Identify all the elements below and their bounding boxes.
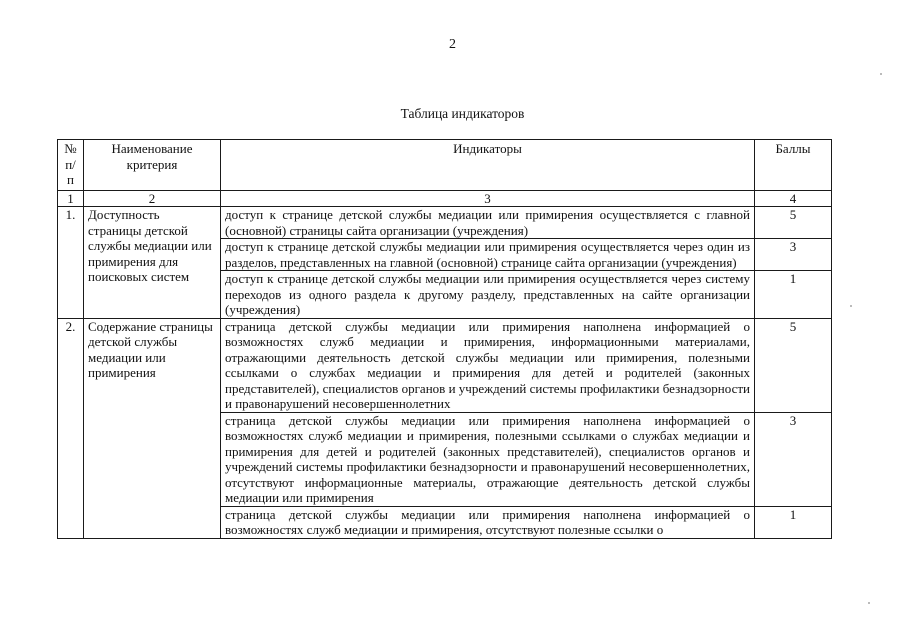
criterion-number: 2. bbox=[58, 318, 84, 538]
indicator-score: 3 bbox=[755, 239, 832, 271]
scan-speck bbox=[868, 602, 870, 604]
column-numbering-row bbox=[58, 190, 832, 207]
table-row bbox=[58, 318, 832, 412]
criterion-number: 1. bbox=[58, 207, 84, 319]
header-num: № п/п bbox=[58, 140, 84, 191]
header-score: Баллы bbox=[755, 140, 832, 191]
column-number: 3 bbox=[221, 190, 755, 207]
indicator-text: страница детской службы медиации или примирения наполнена информацией о возможностях служб медиации и примирения, полезными ссылками о службах медиации и примирения для детей и родителей (законных представителей), специалистов органов и учреждений системы профилактики безнадзорности и правонарушений несовершеннолетних, отсутствуют информационные материалы, отражающие деятельность детской службы медиации или примирения bbox=[221, 412, 755, 506]
page-number: 2 bbox=[449, 37, 456, 52]
indicator-text: доступ к странице детской службы медиации или примирения осуществляется с главной (основной) страницы сайта организации (учреждения) bbox=[221, 207, 755, 239]
indicator-score: 1 bbox=[755, 506, 832, 538]
indicator-text: страница детской службы медиации или примирения наполнена информацией о возможностях служб медиации и примирения, отсутствуют полезные ссылки о bbox=[221, 506, 755, 538]
indicator-score: 1 bbox=[755, 271, 832, 319]
indicator-score: 5 bbox=[755, 207, 832, 239]
table-row bbox=[58, 207, 832, 239]
table-header-row bbox=[58, 140, 832, 191]
header-name: Наименование критерия bbox=[84, 140, 221, 191]
scan-speck bbox=[850, 305, 852, 307]
criterion-name: Содержание страницы детской службы медиации или примирения bbox=[84, 318, 221, 538]
scan-speck bbox=[880, 73, 882, 75]
header-indicators: Индикаторы bbox=[221, 140, 755, 191]
table-title: Таблица индикаторов bbox=[400, 106, 525, 121]
indicator-score: 3 bbox=[755, 412, 832, 506]
criterion-name: Доступность страницы детской службы медиации или примирения для поисковых систем bbox=[84, 207, 221, 319]
indicator-text: доступ к странице детской службы медиации или примирения осуществляется через систему переходов из одного раздела к другому разделу, представленных на сайте организации (учреждения) bbox=[221, 271, 755, 319]
indicator-text: доступ к странице детской службы медиации или примирения осуществляется через один из разделов, представленных на главной (основной) странице сайта организации (учреждения) bbox=[221, 239, 755, 271]
column-number: 1 bbox=[58, 190, 84, 207]
indicators-table bbox=[57, 139, 832, 539]
indicator-text: страница детской службы медиации или примирения наполнена информацией о возможностях служб медиации и примирения, информационными материалами, отражающими деятельность детской службы медиации или примирения, полезными ссылками о службах медиации и примирения для детей и родителей (законных представителей), специалистов органов и учреждений системы профилактики безнадзорности и правонарушений несовершеннолетних bbox=[221, 318, 755, 412]
column-number: 4 bbox=[755, 190, 832, 207]
indicator-score: 5 bbox=[755, 318, 832, 412]
column-number: 2 bbox=[84, 190, 221, 207]
